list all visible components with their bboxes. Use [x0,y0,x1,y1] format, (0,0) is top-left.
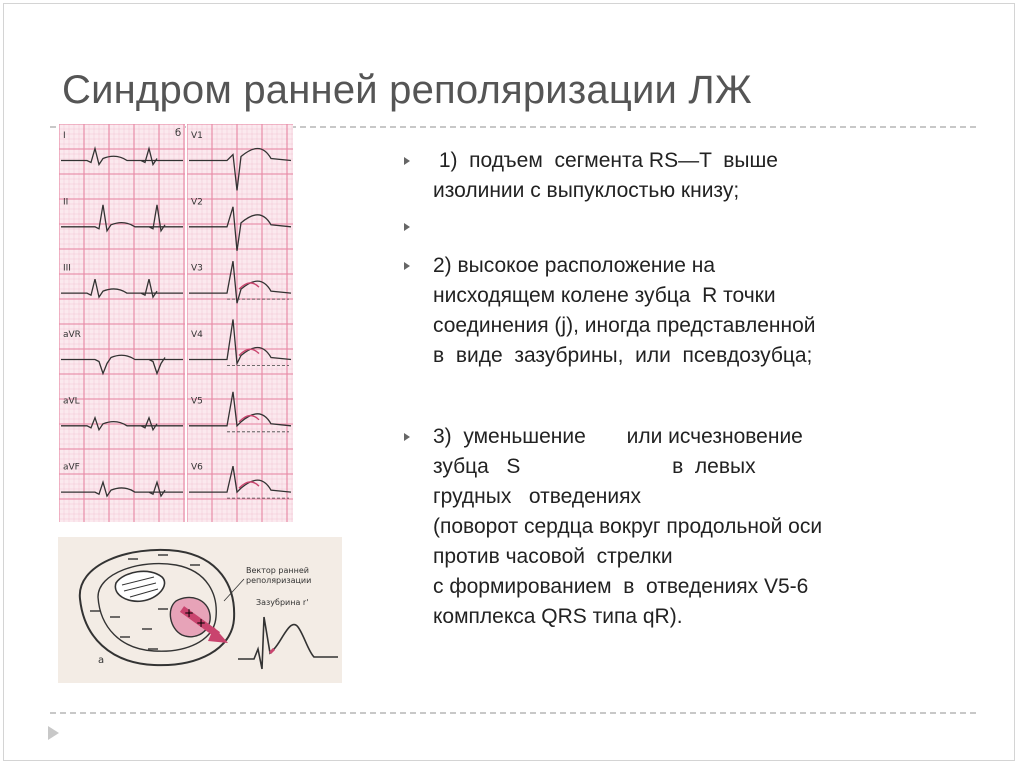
ecg-chest-leads-image [187,124,293,522]
ecg-limb-leads-image [59,124,185,522]
ecg-lead-label: aVR [63,330,81,340]
ecg-lead-label: V4 [191,330,203,340]
vector-label-line1: Вектор ранней [246,566,309,575]
bullet-text: 1) подъем сегмента RS—T выше изолинии с выпуклостью книзу; [433,149,778,202]
diagram-panel-label: а [98,655,105,666]
bullet-arrow-icon [404,157,410,165]
svg-text:+: + [184,606,195,620]
ecg-lead-label: V3 [191,263,203,274]
ecg-lead-label: III [63,263,71,274]
bullet-text: 3) уменьшение или исчезновение зубца S в левых грудных отведениях (поворот сердца вокруг продольной оси против часовой стрелки с формированием в отведениях V5-6 комплекса QRS типа qR). [433,425,823,628]
ecg-lead-label: V6 [191,462,203,473]
bullet-arrow-icon [404,433,410,441]
ecg-lead-label: aVL [63,396,80,407]
vector-label-line2: реполяризации [246,576,312,585]
ecg-lead-label: V2 [191,197,203,208]
ecg-lead-label: I [63,131,66,141]
ecg-lead-label: aVF [63,462,80,473]
bullet-text: 2) высокое расположение на нисходящем колене зубца R точки соединения (j), иногда представленной в виде зазубрины, или псевдозубца; [433,254,816,367]
ecg-panel-label: б [175,128,182,139]
bullet-arrow-icon [404,223,410,231]
ecg-lead-label: V1 [191,131,203,141]
notch-label: Зазубрина r' [256,598,309,607]
heart-repolarization-diagram [58,537,342,683]
next-slide-arrow-icon[interactable] [48,726,59,740]
slide-title: Синдром ранней реполяризации ЛЖ [62,68,752,112]
ecg-lead-label: V5 [191,396,203,407]
bullet-arrow-icon [404,262,410,270]
footer-separator [50,712,976,714]
svg-text:+: + [196,616,207,630]
ecg-lead-label: II [63,197,69,208]
